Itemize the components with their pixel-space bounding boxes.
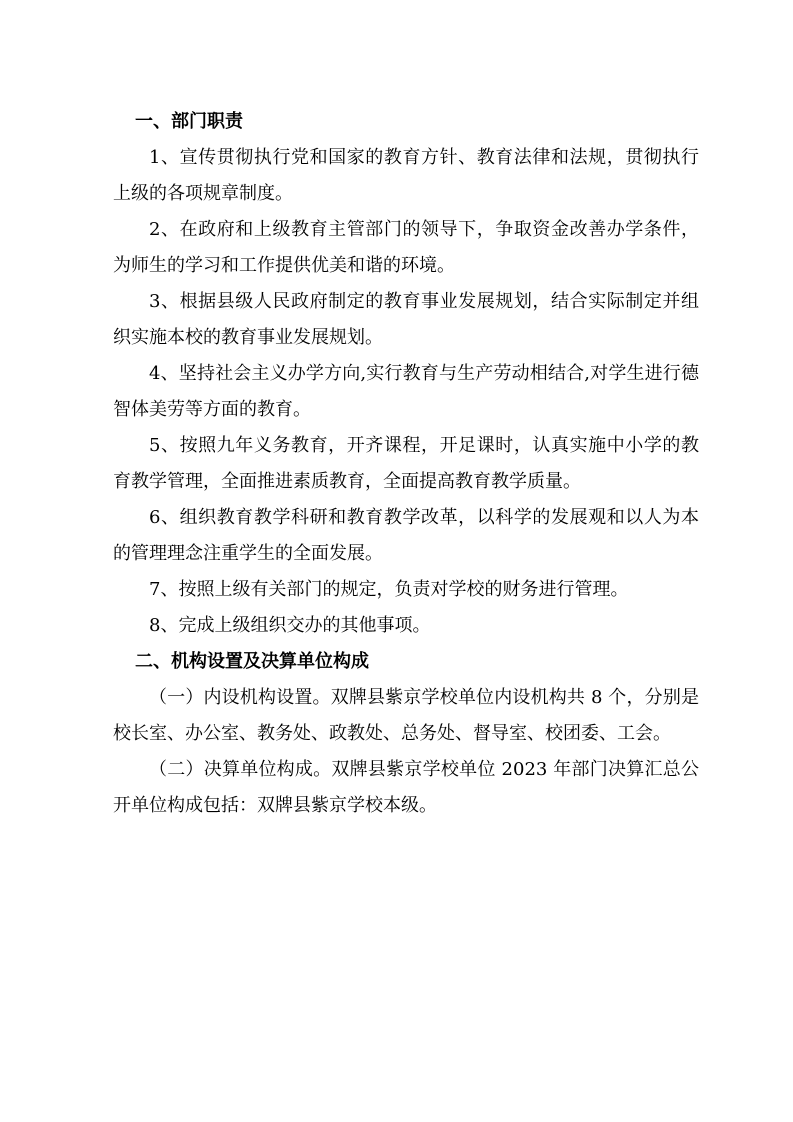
duty-paragraph-2: 2、在政府和上级教育主管部门的领导下，争取资金改善办学条件，为师生的学习和工作提供优美和谐的环境。 (113, 219, 699, 276)
document-body (113, 104, 699, 824)
org-paragraph-internal-setup: （一）内设机构设置。双牌县紫京学校单位内设机构共 8 个，分别是校长室、办公室、教务处、政教处、总务处、督导室、校团委、工会。 (113, 687, 699, 744)
duty-paragraph-7: 7、按照上级有关部门的规定，负责对学校的财务进行管理。 (149, 579, 629, 600)
section-heading-organization: 二、机构设置及决算单位构成 (135, 651, 369, 672)
section-heading-duties: 一、部门职责 (135, 111, 243, 132)
duty-paragraph-1: 1、宣传贯彻执行党和国家的教育方针、教育法律和法规，贯彻执行上级的各项规章制度。 (113, 147, 699, 204)
duty-paragraph-5: 5、按照九年义务教育，开齐课程，开足课时，认真实施中小学的教育教学管理，全面推进素质教育，全面提高教育教学质量。 (113, 435, 699, 492)
org-paragraph-unit-composition: （二）决算单位构成。双牌县紫京学校单位 2023 年部门决算汇总公开单位构成包括：双牌县紫京学校本级。 (113, 759, 699, 816)
duty-paragraph-3: 3、根据县级人民政府制定的教育事业发展规划，结合实际制定并组织实施本校的教育事业发展规划。 (113, 291, 699, 348)
duty-paragraph-8: 8、完成上级组织交办的其他事项。 (149, 615, 431, 636)
duty-paragraph-4: 4、坚持社会主义办学方向,实行教育与生产劳动相结合,对学生进行德智体美劳等方面的教育。 (113, 363, 699, 420)
duty-paragraph-6: 6、组织教育教学科研和教育教学改革，以科学的发展观和以人为本的管理理念注重学生的全面发展。 (113, 507, 699, 564)
